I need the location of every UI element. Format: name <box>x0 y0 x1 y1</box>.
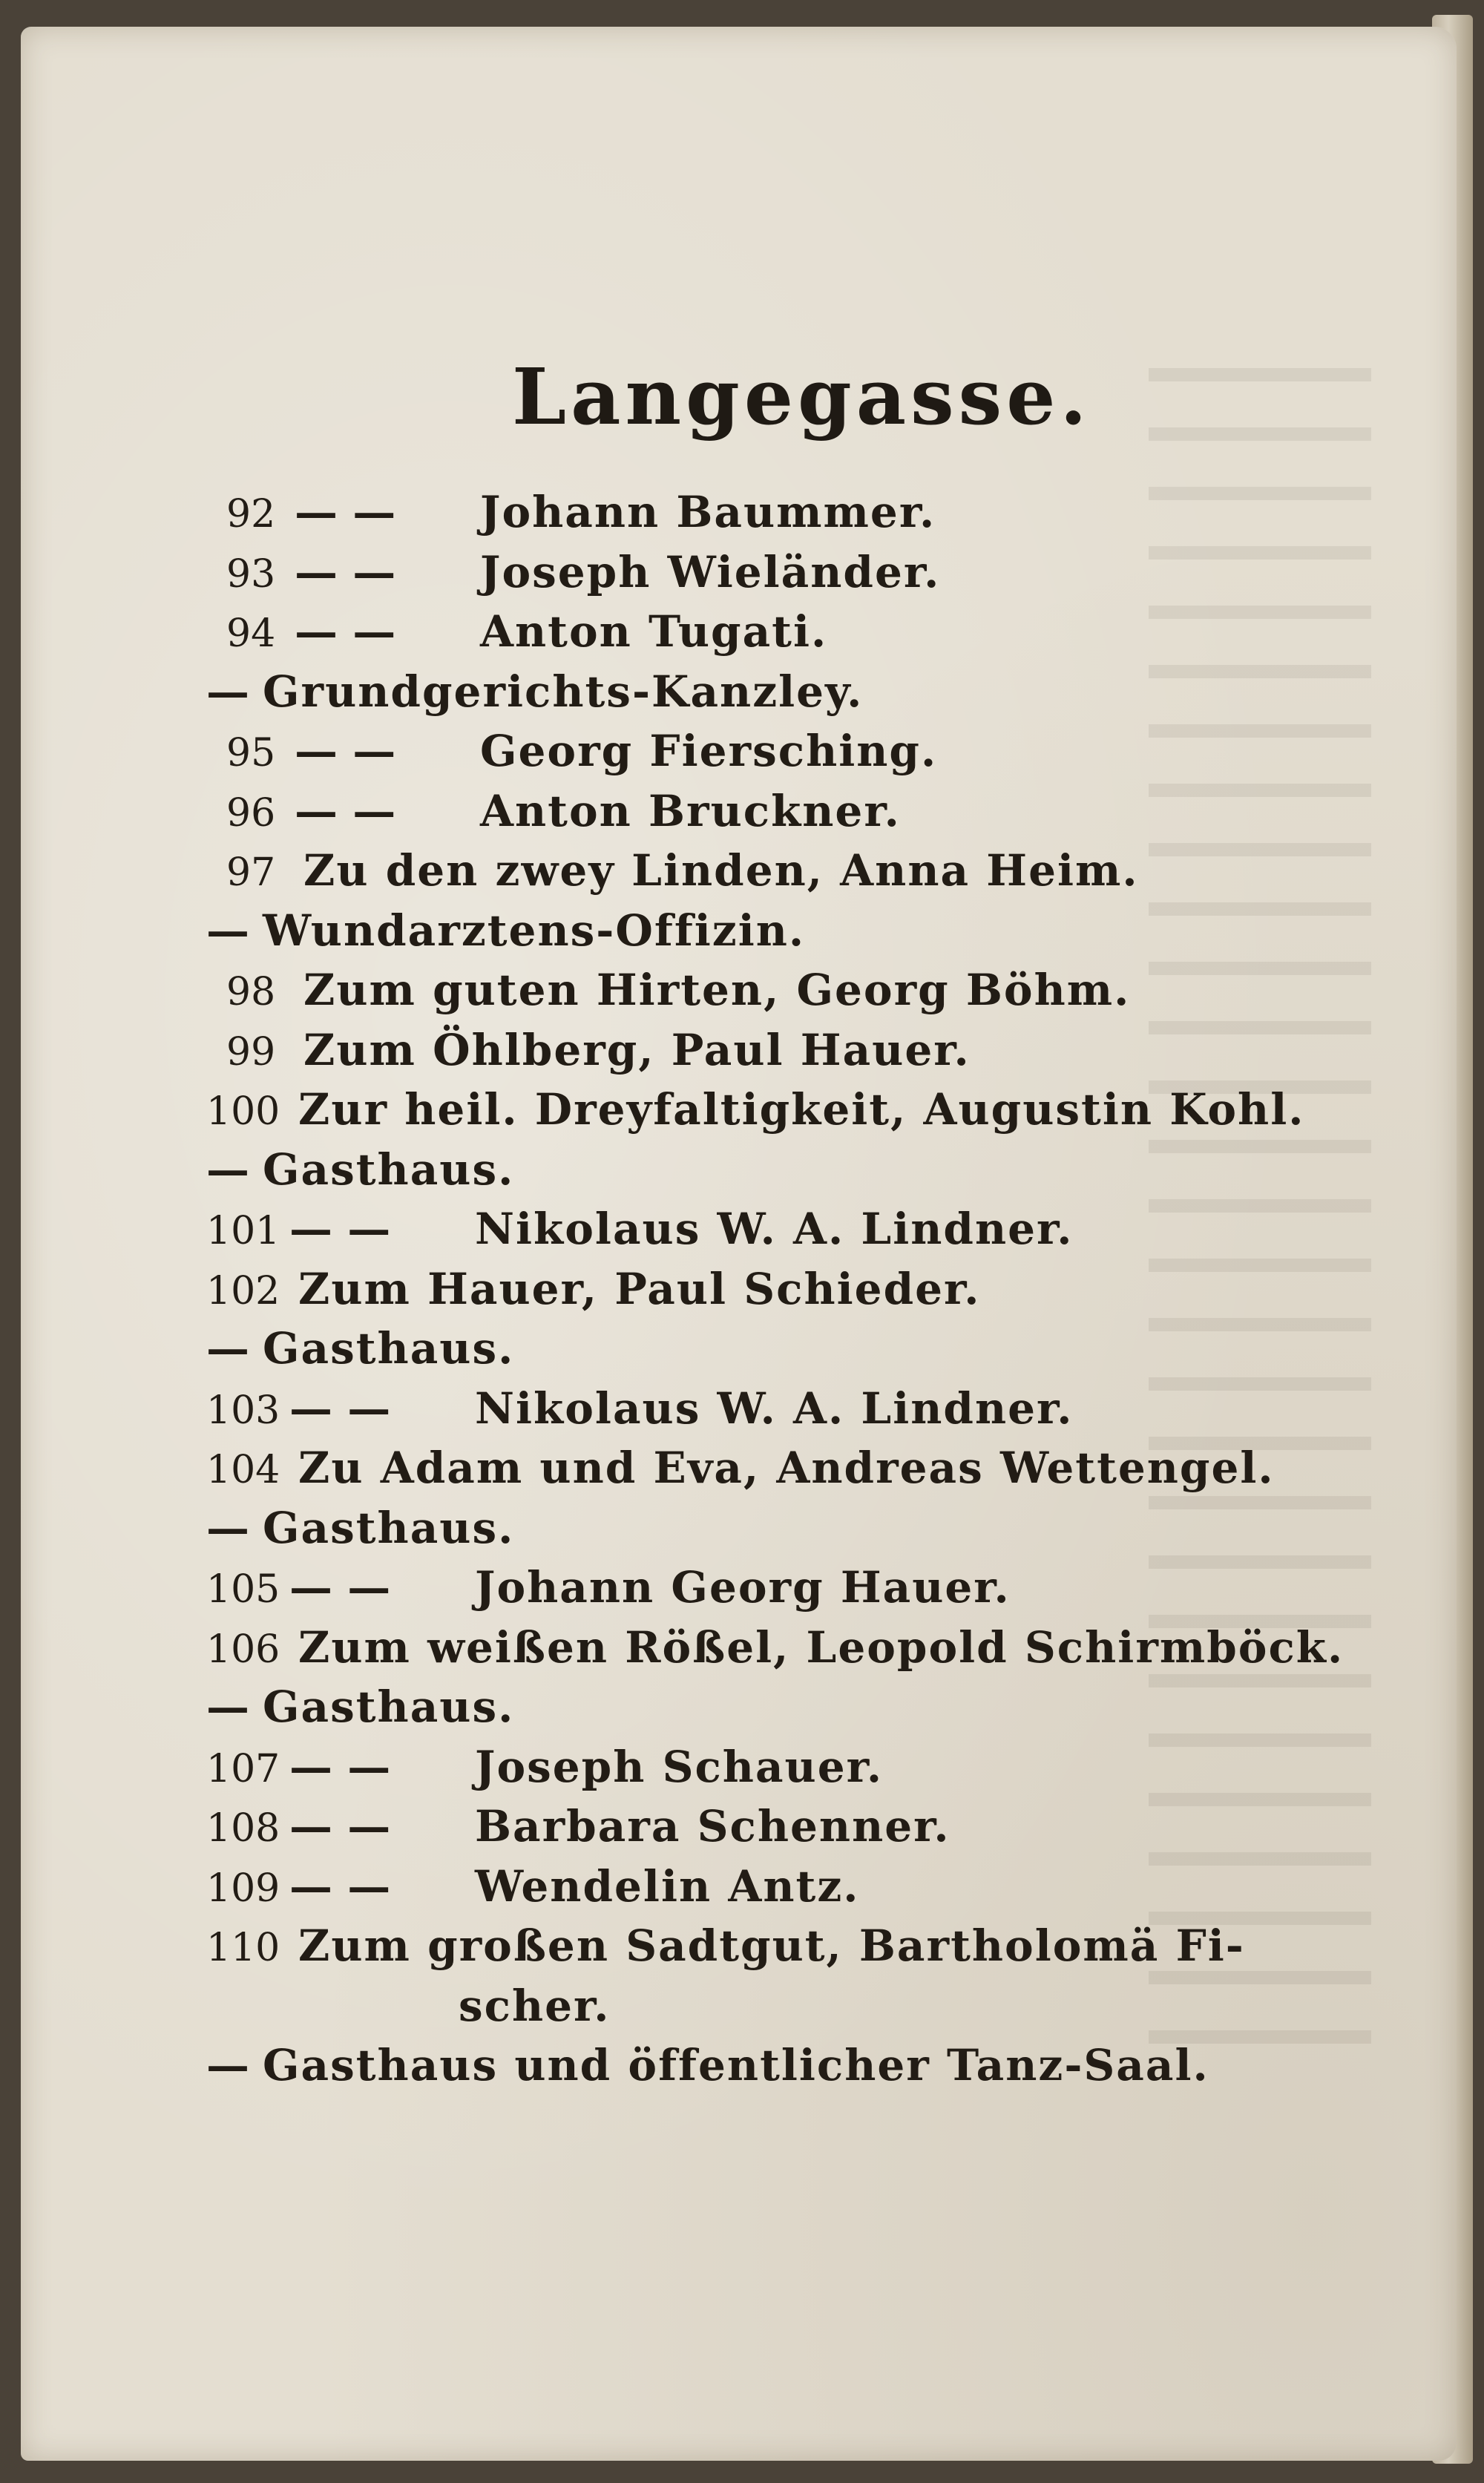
entry-row <box>206 1558 1011 1617</box>
entry-row <box>226 542 940 602</box>
entry-text: Zum guten Hirten, Georg Böhm. <box>303 965 1131 1015</box>
entry-text: Gasthaus und öffentlicher Tanz-Saal. <box>263 2040 1209 2090</box>
entry-text: Gasthaus. <box>263 1323 515 1374</box>
show-through <box>1149 368 1371 2075</box>
entry-row <box>226 721 937 781</box>
entry-row <box>206 1140 514 1199</box>
entry-text: Zum großen Sadtgut, Bartholomä Fi- <box>298 1921 1245 1971</box>
entry-number: 105 <box>206 1567 280 1612</box>
entry-row <box>206 1498 514 1558</box>
entry-text: Georg Fiersching. <box>480 726 938 776</box>
ditto-dash: — — <box>295 487 396 537</box>
entry-row <box>226 781 901 841</box>
ditto-dash: — — <box>289 1562 391 1613</box>
entry-text: Joseph Schauer. <box>475 1741 884 1792</box>
entry-row <box>206 1379 1073 1438</box>
entry-number: 98 <box>226 970 276 1014</box>
entry-row <box>206 1737 883 1797</box>
entry-number: 107 <box>206 1746 280 1791</box>
entry-number: 110 <box>206 1926 280 1970</box>
entry-number: 108 <box>206 1806 280 1851</box>
entry-text: Gasthaus. <box>263 1502 515 1553</box>
entry-number: 99 <box>226 1029 276 1075</box>
entry-row <box>206 1319 514 1378</box>
entry-number: 95 <box>226 731 276 775</box>
entry-row <box>206 1199 1073 1259</box>
entry-row <box>206 901 805 960</box>
entry-text: Zu Adam und Eva, Andreas Wettengel. <box>298 1443 1275 1493</box>
entry-text: Grundgerichts-Kanzley. <box>263 666 864 717</box>
entry-number: 94 <box>226 611 276 656</box>
entry-row <box>206 1916 1245 1975</box>
entry-row <box>206 1259 980 1319</box>
entry-text: Gasthaus. <box>263 1144 515 1195</box>
entry-row <box>226 1020 971 1080</box>
entry-text: Zum Öhlberg, Paul Hauer. <box>303 1024 971 1075</box>
entry-text: Zum Hauer, Paul Schieder. <box>298 1263 981 1314</box>
ditto-dash: — <box>206 666 249 717</box>
ditto-dash: — — <box>295 606 396 657</box>
ditto-dash: — <box>206 905 249 956</box>
entry-text: Wendelin Antz. <box>475 1860 860 1912</box>
entry-text: Johann Baummer. <box>480 487 936 537</box>
ditto-dash: — — <box>295 726 396 776</box>
entry-row <box>206 1438 1275 1498</box>
page-title: Langegasse. <box>512 351 1091 442</box>
ditto-dash: — — <box>289 1801 391 1851</box>
ditto-dash: — — <box>295 546 396 597</box>
entry-text: Nikolaus W. A. Lindner. <box>475 1382 1074 1434</box>
entry-text: Zum weißen Rößel, Leopold Schirmböck. <box>298 1621 1345 1673</box>
ditto-dash: — — <box>289 1382 391 1434</box>
ditto-dash: — <box>206 1502 249 1553</box>
ditto-dash: — <box>206 1144 249 1195</box>
entry-row <box>206 1797 951 1856</box>
entry-text: Gasthaus. <box>263 1682 515 1732</box>
entry-number: 102 <box>206 1268 280 1313</box>
entry-row <box>206 2036 1209 2095</box>
entry-row <box>206 1677 514 1736</box>
entry-text: Anton Tugati. <box>480 606 828 657</box>
entry-number: 103 <box>206 1388 280 1433</box>
entry-row <box>206 1080 1304 1139</box>
entry-text: Zu den zwey Linden, Anna Heim. <box>303 845 1139 896</box>
ditto-dash: — — <box>295 785 396 836</box>
ditto-dash: — <box>206 2040 249 2090</box>
entry-number: 101 <box>206 1209 280 1253</box>
entry-number: 92 <box>226 492 276 537</box>
ditto-dash: — — <box>289 1741 391 1792</box>
entry-text: Joseph Wieländer. <box>480 546 941 597</box>
entry-row <box>206 662 863 721</box>
entry-number: 100 <box>206 1089 280 1134</box>
entry-text: Anton Bruckner. <box>480 785 901 836</box>
entry-number: 104 <box>206 1448 280 1492</box>
entry-text: Barbara Schenner. <box>475 1801 951 1851</box>
entry-number: 109 <box>206 1866 280 1911</box>
entry-text: Nikolaus W. A. Lindner. <box>475 1204 1074 1254</box>
ditto-dash: — — <box>289 1860 391 1912</box>
entry-row <box>226 841 1139 900</box>
entry-row <box>459 1976 610 2036</box>
entry-text: Johann Georg Hauer. <box>475 1562 1011 1613</box>
entry-row <box>226 482 936 542</box>
entry-number: 96 <box>226 790 276 836</box>
entry-row <box>226 602 827 661</box>
entry-text: Wundarztens-Offizin. <box>263 905 806 956</box>
entry-text: scher. <box>459 1980 611 2031</box>
ditto-dash: — — <box>289 1204 391 1254</box>
ditto-dash: — <box>206 1682 249 1732</box>
entry-row <box>226 960 1130 1020</box>
ditto-dash: — <box>206 1323 249 1374</box>
entry-number: 97 <box>226 850 276 895</box>
entry-number: 93 <box>226 551 276 597</box>
entry-text: Zur heil. Dreyfaltigkeit, Augustin Kohl. <box>298 1084 1305 1135</box>
entry-number: 106 <box>206 1627 280 1672</box>
entry-row <box>206 1618 1344 1677</box>
entry-row <box>206 1857 859 1916</box>
